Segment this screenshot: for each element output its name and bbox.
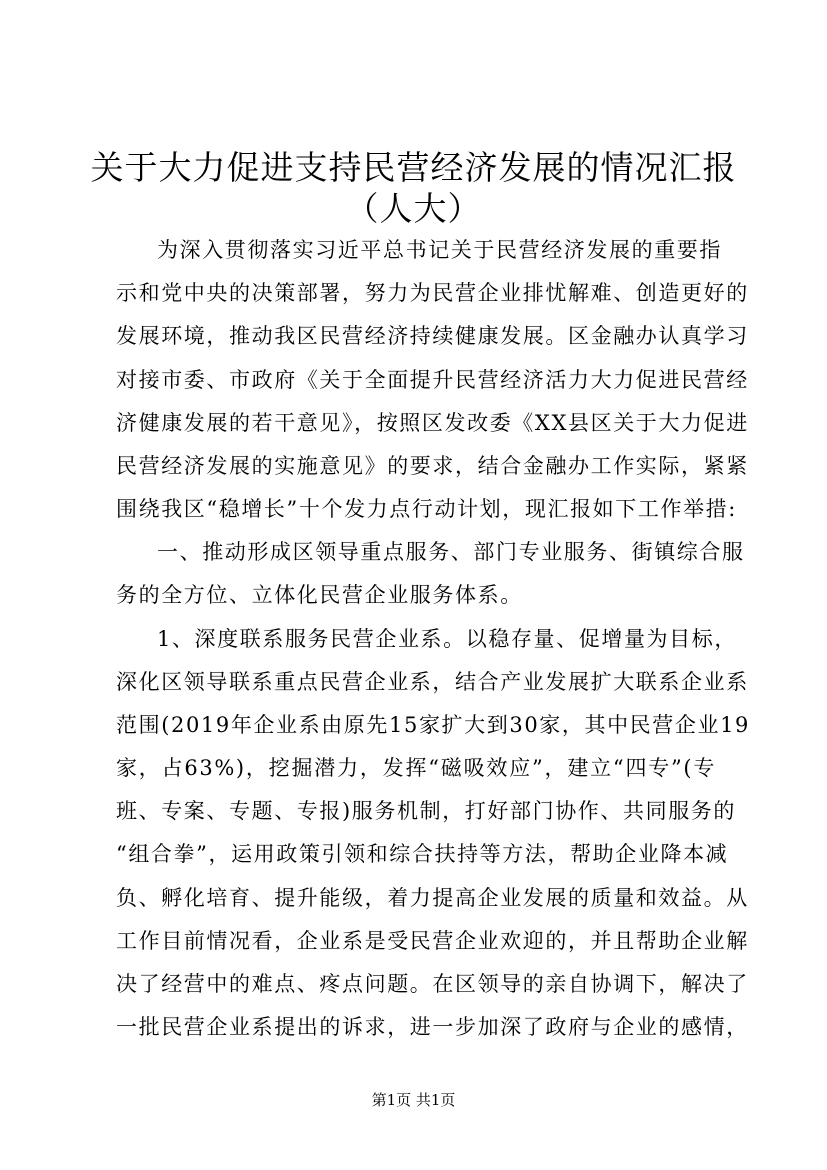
paragraph-line: 一批民营企业系提出的诉求，进一步加深了政府与企业的感情， <box>116 1015 749 1039</box>
paragraph-line: 为深入贯彻落实习近平总书记关于民营经济发展的重要指 <box>157 238 722 262</box>
page-number: 第1页 共1页 <box>371 1091 456 1109</box>
paragraph-line: “组合拳”，运用政策引领和综合扶持等方法，帮助企业降本减 <box>116 842 729 866</box>
paragraph-line: 家，占63%)，挖掘潜力，发挥“磁吸效应”，建立“四专”(专 <box>116 756 716 780</box>
paragraph-line: 示和党中央的决策部署，努力为民营企业排忧解难、创造更好的 <box>116 281 749 305</box>
paragraph-line: 班、专案、专题、专报)服务机制，打好部门协作、共同服务的 <box>116 799 736 823</box>
document-title: 关于大力促进支持民营经济发展的情况汇报 <box>90 148 737 187</box>
paragraph-line: 深化区领导联系重点民营企业系，结合产业发展扩大联系企业系 <box>116 670 749 694</box>
paragraph-line: 济健康发展的若干意见》，按照区发改委《XX县区关于大力促进 <box>116 411 749 435</box>
document-subtitle: （人大） <box>345 189 482 228</box>
paragraph-line: 1、深度联系服务民营企业系。以稳存量、促增量为目标， <box>157 627 737 651</box>
paragraph-line: 工作目前情况看，企业系是受民营企业欢迎的，并且帮助企业解 <box>116 929 749 953</box>
paragraph-line: 决了经营中的难点、疼点问题。在区领导的亲自协调下，解决了 <box>116 972 749 996</box>
paragraph-line: 围绕我区“稳增长”十个发力点行动计划，现汇报如下工作举措: <box>116 497 737 521</box>
paragraph-line: 对接市委、市政府《关于全面提升民营经济活力大力促进民营经 <box>116 368 749 392</box>
paragraph-line: 民营经济发展的实施意见》的要求，结合金融办工作实际，紧紧 <box>116 454 749 478</box>
paragraph-line: 一、推动形成区领导重点服务、部门专业服务、街镇综合服 <box>157 540 745 564</box>
paragraph-line: 范围(2019年企业系由原先15家扩大到30家，其中民营企业19 <box>116 713 750 737</box>
paragraph-line: 务的全方位、立体化民营企业服务体系。 <box>116 583 523 607</box>
paragraph-line: 负、孵化培育、提升能级，着力提高企业发展的质量和效益。从 <box>116 886 749 910</box>
paragraph-line: 发展环境，推动我区民营经济持续健康发展。区金融办认真学习 <box>116 324 749 348</box>
